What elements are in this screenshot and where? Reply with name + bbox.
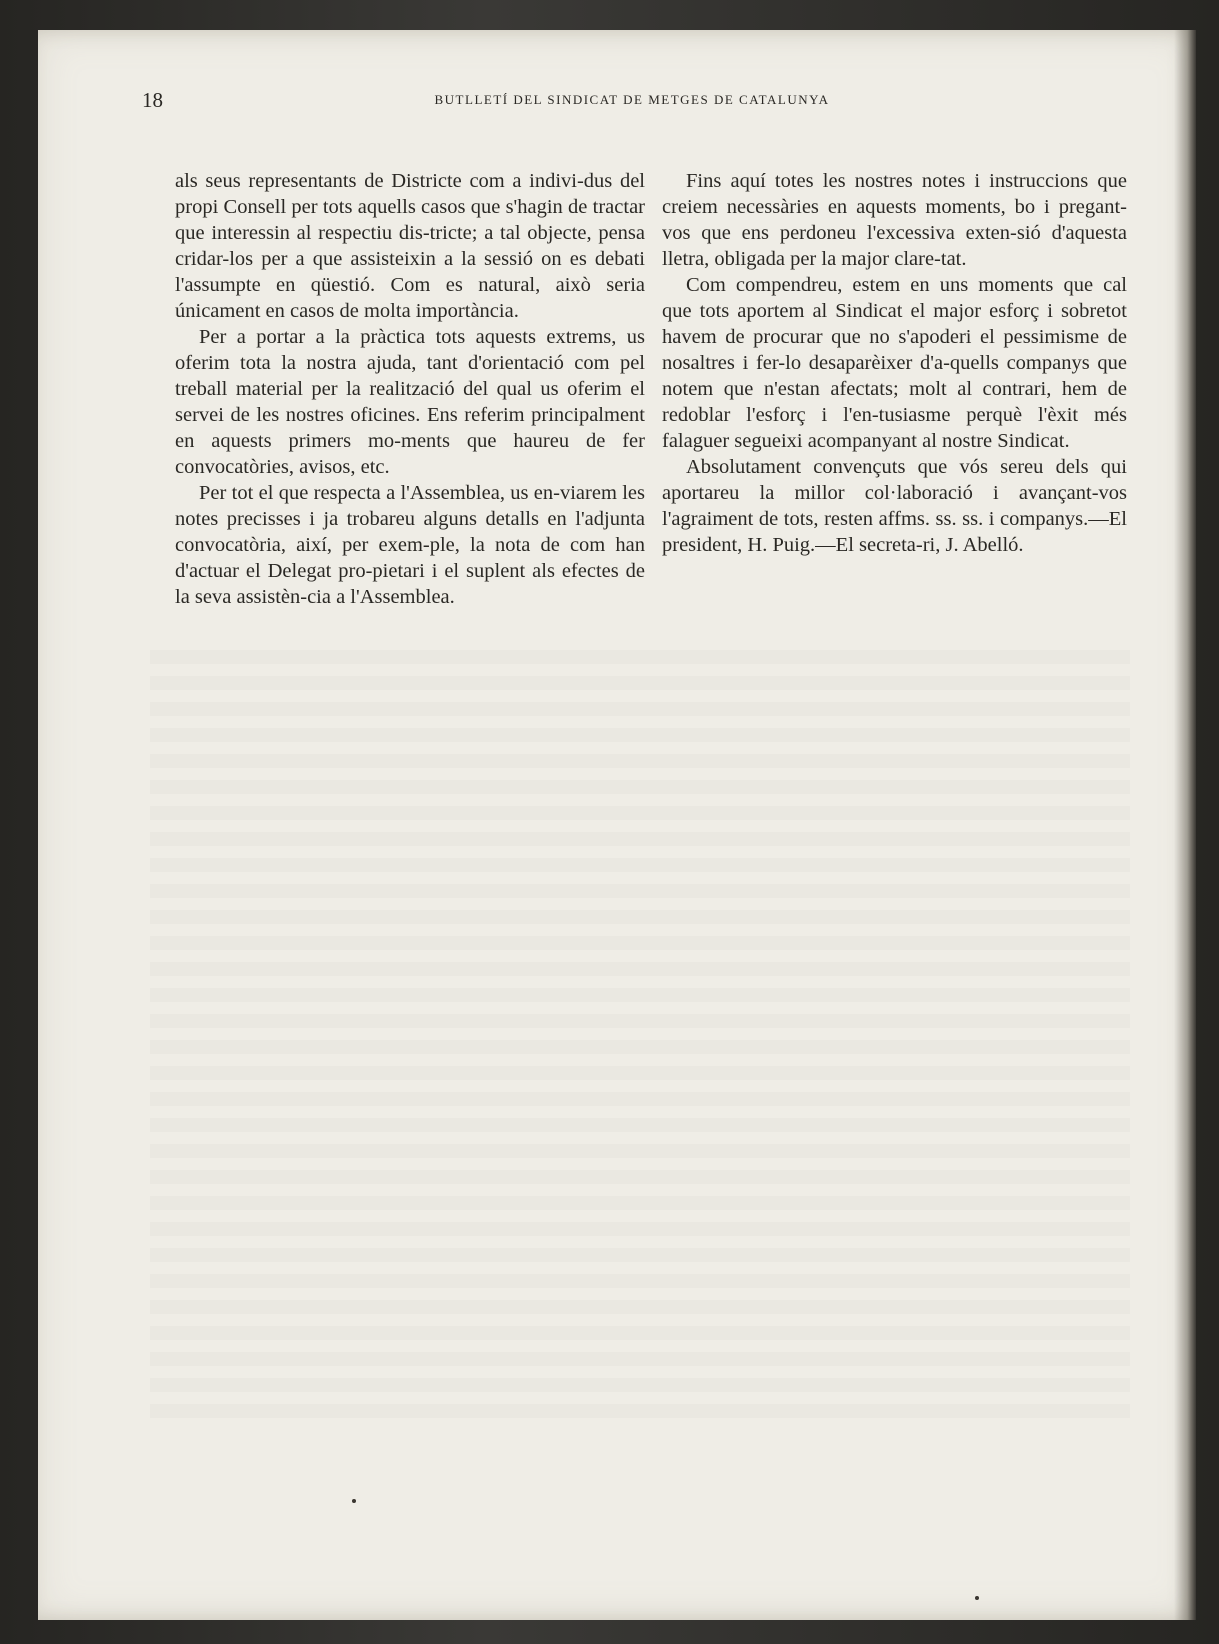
left-paragraph-3: Per tot el que respecta a l'Assemblea, us en-viarem les notes precisses i ja trobareu alguns detalls en l'adjunta convocatòria, així, per exem-ple, la nota de com han d'actuar el Delegat pro-pietari i el suplent als efectes de la seva assistèn-cia a l'Assemblea.	[175, 482, 645, 608]
right-paragraph-2: Com compendreu, estem en uns moments que cal que tots aportem al Sindicat el major esforç i sobretot havem de procurar que no s'apoderi el pessimisme de nosaltres i fer-lo desaparèixer d'a-quells companys que notem que n'estan afectats; molt al contrari, hem de redoblar l'esforç i l'en-tusiasme perquè l'èxit més falaguer segueixi acompanyant al nostre Sindicat.	[662, 274, 1127, 452]
left-paragraph-1: als seus representants de Districte com a indivi-dus del propi Consell per tots aquells casos que s'hagin de tractar que interessin al respectiu dis-tricte; a tal objecte, pensa cridar-los per a que assisteixin a la sessió on es debati l'assumpte en qüestió. Com es natural, això seria únicament en casos de molta importància.	[175, 170, 645, 322]
page-header	[142, 88, 1122, 118]
bleed-through-text	[150, 650, 1130, 1430]
page-number: 18	[142, 88, 163, 112]
ink-speck	[352, 1499, 356, 1503]
running-title: BUTLLETÍ DEL SINDICAT DE METGES DE CATALUNYA	[434, 92, 830, 107]
ink-speck	[975, 1596, 979, 1600]
right-column	[662, 168, 1127, 558]
page-edge-shadow	[1174, 30, 1196, 1620]
left-column	[175, 168, 645, 610]
right-paragraph-1: Fins aquí totes les nostres notes i instruccions que creiem necessàries en aquests moments, bo i pregant-vos que ens perdoneu l'excessiva exten-sió d'aquesta lletra, obligada per la major clare-tat.	[662, 170, 1127, 270]
left-paragraph-2: Per a portar a la pràctica tots aquests extrems, us oferim tota la nostra ajuda, tant d'orientació com pel treball material per la realització del qual us oferim el servei de les nostres oficines. Ens referim principalment en aquests primers mo-ments que haureu de fer convocatòries, avisos, etc.	[175, 326, 645, 478]
right-paragraph-3: Absolutament convençuts que vós sereu dels qui aportareu la millor col·laboració i avançant-vos l'agraiment de tots, resten affms. ss. ss. i companys.—El president, H. Puig.—El secreta-ri, J. Abelló.	[662, 456, 1127, 556]
